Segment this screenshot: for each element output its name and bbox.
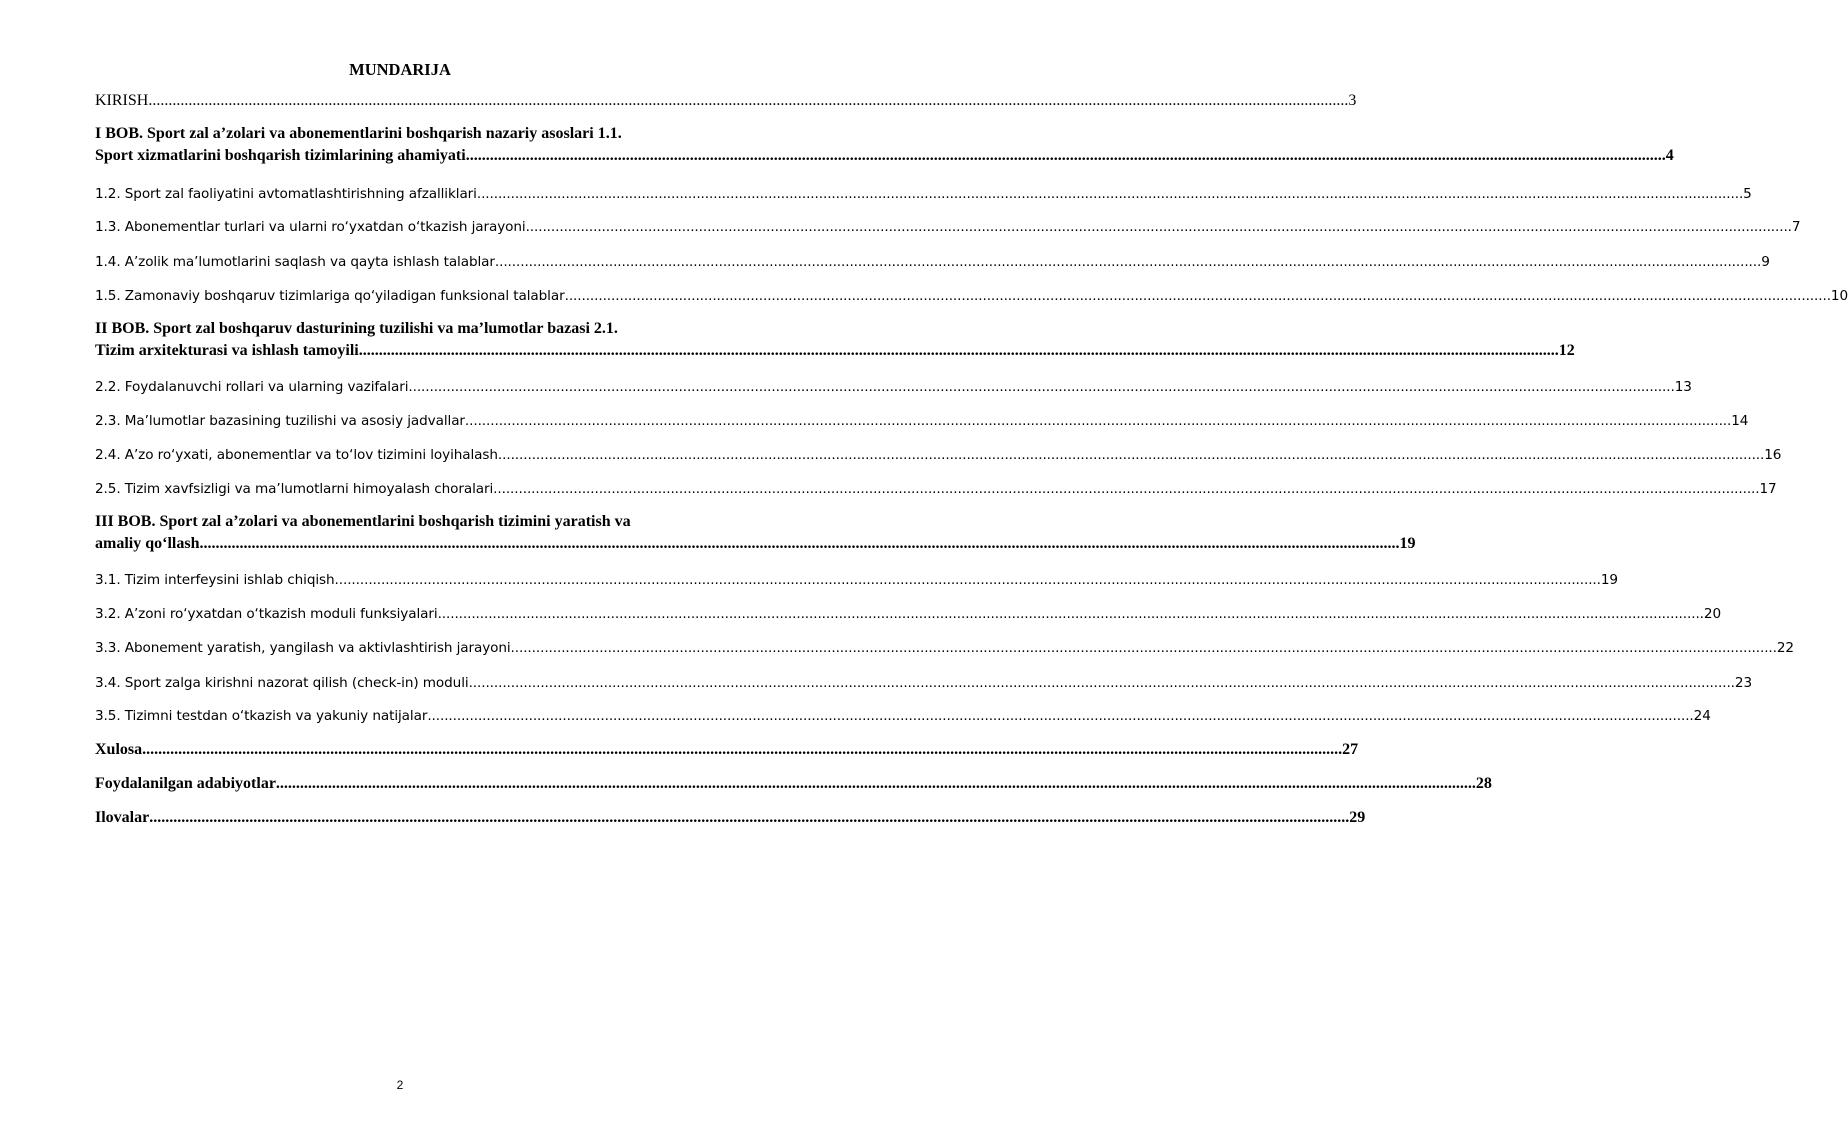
toc-page-number: 19 <box>1600 572 1618 588</box>
toc-page-number: 5 <box>1743 186 1752 202</box>
toc-page-number: 4 <box>1665 147 1674 164</box>
toc-page-number: 29 <box>1349 809 1366 826</box>
toc-entry-1-5[interactable] <box>95 285 1848 307</box>
dot-leader <box>427 705 1693 727</box>
toc-entry-3-3[interactable] <box>95 637 1794 659</box>
dot-leader <box>142 739 1342 761</box>
toc-entry-2-4[interactable] <box>95 444 1782 466</box>
toc-entry-2-3[interactable] <box>95 410 1749 432</box>
dot-leader <box>469 672 1735 694</box>
dot-leader <box>565 285 1831 307</box>
dot-leader <box>148 90 1348 112</box>
toc-entry-2-2[interactable] <box>95 376 1692 398</box>
toc-page-number: 22 <box>1776 640 1794 656</box>
toc-entry-title: 3.4. Sport zalga kirishni nazorat qilish (check-in) moduli <box>95 675 469 691</box>
page-number-footer: 2 <box>396 1078 404 1092</box>
toc-entry-1-2[interactable] <box>95 183 1752 205</box>
toc-entry-title: 2.3. Ma’lumotlar bazasining tuzilishi va asosiy jadvallar <box>95 413 465 429</box>
dot-leader <box>276 773 1476 795</box>
toc-entry-2-5[interactable] <box>95 478 1777 500</box>
toc-page-number: 28 <box>1475 775 1492 792</box>
dot-leader <box>465 410 1731 432</box>
toc-entry-title-line1: II BOB. Sport zal boshqaruv dasturining tuzilishi va ma’lumotlar bazasi 2.1. <box>95 320 618 337</box>
toc-entry-title: 3.3. Abonement yaratish, yangilash va aktivlashtirish jarayoni <box>95 640 511 656</box>
toc-entry-title: 1.4. A’zolik ma’lumotlarini saqlash va qayta ishlash talablar <box>95 254 495 270</box>
dot-leader <box>526 216 1792 238</box>
toc-page-number: 9 <box>1761 254 1770 270</box>
toc-entry-chapter-2[interactable] <box>95 318 1575 362</box>
toc-entry-1-4[interactable] <box>95 251 1770 273</box>
toc-page-number: 7 <box>1791 219 1801 235</box>
toc-entry-title-line1: III BOB. Sport zal a’zolari va abonementlarini boshqarish tizimini yaratish va <box>95 513 631 530</box>
toc-entry-title: 3.5. Tizimni testdan o‘tkazish va yakuniy natijalar <box>95 708 428 724</box>
toc-entry-title: 1.3. Abonementlar turlari va ularni ro‘yxatdan o‘tkazish jarayoni <box>95 219 526 235</box>
dot-leader <box>199 533 1399 555</box>
page-title: MUNDARIJA <box>349 60 451 79</box>
dot-leader <box>493 478 1759 500</box>
toc-entry-title-line1: I BOB. Sport zal a’zolari va abonementlarini boshqarish nazariy asoslari 1.1. <box>95 125 622 142</box>
toc-entry-title: 1.5. Zamonaviy boshqaruv tizimlariga qo‘yiladigan funksional talablar <box>95 288 565 304</box>
toc-entry-title: Foydalanilgan adabiyotlar <box>95 775 276 792</box>
toc-page-number: 23 <box>1734 675 1752 691</box>
toc-entry-chapter-1[interactable] <box>95 123 1674 167</box>
toc-entry-title: Sport xizmatlarini boshqarish tizimlarining ahamiyati <box>95 147 466 164</box>
toc-page-number: 3 <box>1348 92 1357 109</box>
toc-entry-3-4[interactable] <box>95 672 1752 694</box>
dot-leader <box>335 569 1601 591</box>
toc-page-number: 16 <box>1764 447 1782 463</box>
toc-entry-3-1[interactable] <box>95 569 1618 591</box>
toc-entry-chapter-3[interactable] <box>95 511 1416 555</box>
toc-entry-title: 2.5. Tizim xavfsizligi va ma’lumotlarni himoyalash choralari <box>95 481 494 497</box>
toc-page-number: 13 <box>1674 379 1692 395</box>
toc-page-number: 12 <box>1558 342 1575 359</box>
dot-leader <box>149 807 1349 829</box>
toc-entry-xulosa[interactable] <box>95 739 1359 761</box>
toc-entry-title: 3.1. Tizim interfeysini ishlab chiqish <box>95 572 335 588</box>
toc-entry-title: 3.2. A’zoni ro‘yxatdan o‘tkazish moduli funksiyalari <box>95 606 438 622</box>
toc-page-number: 19 <box>1399 535 1416 552</box>
toc-entry-1-3[interactable] <box>95 216 1801 238</box>
toc-entry-title: KIRISH <box>95 92 149 109</box>
toc-entry-ilovalar[interactable] <box>95 807 1366 829</box>
toc-entry-title: 2.2. Foydalanuvchi rollari va ularning vazifalari <box>95 379 409 395</box>
toc-entry-title: Xulosa <box>95 741 143 758</box>
dot-leader <box>466 145 1666 167</box>
toc-entry-kirish[interactable] <box>95 90 1357 112</box>
toc-entry-3-5[interactable] <box>95 705 1711 727</box>
toc-entry-title: Tizim arxitekturasi va ishlash tamoyili <box>95 342 359 359</box>
dot-leader <box>511 637 1777 659</box>
toc-page-number: 20 <box>1703 606 1721 622</box>
toc-entry-3-2[interactable] <box>95 603 1721 625</box>
toc-entry-title: 2.4. A’zo ro‘yxati, abonementlar va to‘lov tizimini loyihalash <box>95 447 498 463</box>
toc-page-number: 14 <box>1731 413 1749 429</box>
toc-page-number: 24 <box>1693 708 1711 724</box>
toc-page-number: 10 <box>1830 288 1848 304</box>
toc-entry-title: 1.2. Sport zal faoliyatini avtomatlashtirishning afzalliklari <box>95 186 477 202</box>
toc-entry-title: Ilovalar <box>95 809 150 826</box>
dot-leader <box>408 376 1674 398</box>
dot-leader <box>359 340 1559 362</box>
toc-entry-adabiyotlar[interactable] <box>95 773 1492 795</box>
toc-page-number: 27 <box>1342 741 1359 758</box>
dot-leader <box>498 444 1764 466</box>
dot-leader <box>495 251 1761 273</box>
toc-page-number: 17 <box>1759 481 1777 497</box>
dot-leader <box>477 183 1743 205</box>
toc-entry-title: amaliy qo‘llash <box>95 535 200 552</box>
dot-leader <box>438 603 1704 625</box>
